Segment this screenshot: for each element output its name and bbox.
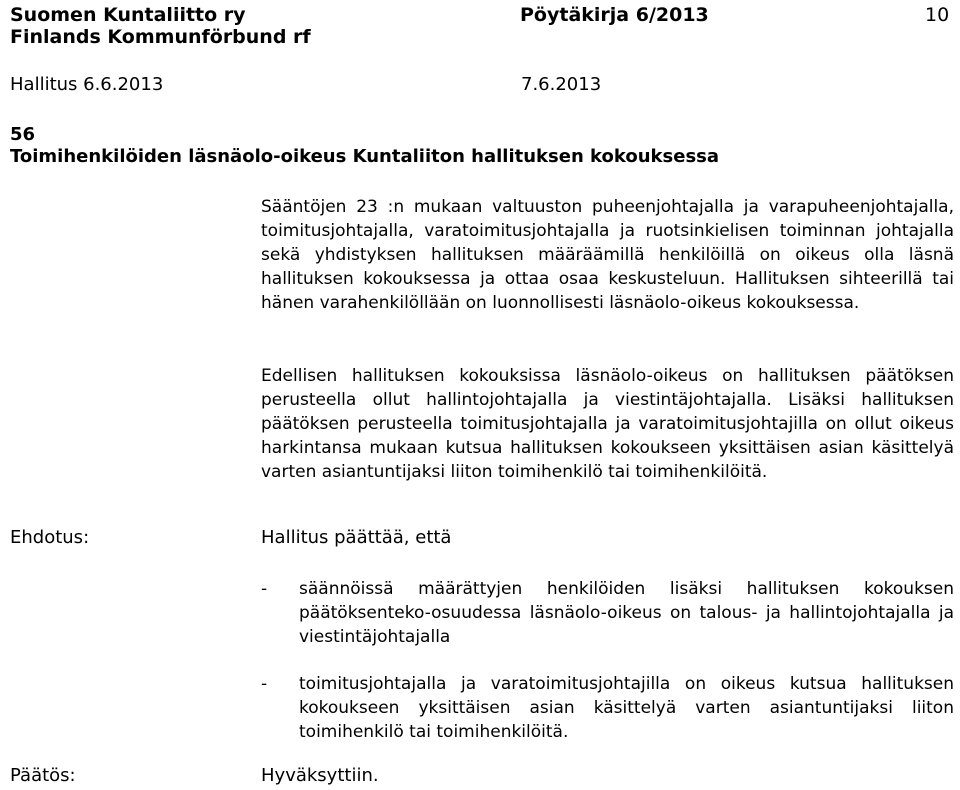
section-title: Toimihenkilöiden läsnäolo-oikeus Kuntaliiton hallituksen kokouksessa — [10, 146, 720, 167]
page-number: 10 — [925, 4, 950, 26]
document-header — [10, 0, 955, 50]
meeting-date: Hallitus 6.6.2013 — [10, 74, 164, 95]
protocol-number: Pöytäkirja 6/2013 — [520, 4, 709, 26]
section-number: 56 — [10, 124, 36, 145]
body-paragraph-1: Sääntöjen 23 :n mukaan valtuuston puheenjohtajalla ja varapuheenjohtajalla, toimitusjohtajalla, varatoimitusjohtajalla ja ruotsinkielisen toiminnan johtajalla sekä yhdistyksen hallituksen määräämillä henkilöillä on oikeus olla läsnä hallituksen kokouksessa ja ottaa osaa keskusteluun. Hallituksen sihteerillä tai hänen varahenkilöllään on luonnollisesti läsnäolo-oikeus kokouksessa. — [261, 197, 954, 313]
body-paragraph-2: Edellisen hallituksen kokouksissa läsnäolo-oikeus on hallituksen päätöksen perusteella ollut hallintojohtajalla ja viestintäjohtajalla. Lisäksi hallituksen päätöksen perusteella toimitusjohtajalla ja varatoimitusjohtajilla on ollut oikeus harkintansa mukaan kutsua hallituksen kokoukseen yksittäisen asian käsittelyä varten asiantuntijaksi liiton toimihenkilö tai toimihenkilöitä. — [261, 366, 954, 482]
signed-date: 7.6.2013 — [521, 74, 602, 95]
proposal-item — [261, 672, 954, 744]
proposal-item-text: säännöissä määrättyjen henkilöiden lisäksi hallituksen kokouksen päätöksenteko-osuudessa läsnäolo-oikeus on talous- ja hallintojohtajalla ja viestintäjohtajalla — [299, 579, 954, 647]
decision-text: Hyväksyttiin. — [261, 765, 379, 786]
list-dash: - — [261, 674, 268, 694]
organization-name-finnish: Suomen Kuntaliitto ry — [10, 4, 246, 26]
proposal-item — [261, 577, 954, 649]
list-dash: - — [261, 579, 268, 599]
proposal-intro: Hallitus päättää, että — [261, 527, 452, 548]
proposal-label: Ehdotus: — [10, 527, 90, 548]
decision-label: Päätös: — [10, 765, 76, 786]
proposal-item-text: toimitusjohtajalla ja varatoimitusjohtajilla on oikeus kutsua hallituksen kokoukseen yksittäisen asian käsittelyä varten asiantuntijaksi liiton toimihenkilö tai toimihenkilöitä. — [299, 674, 954, 742]
organization-name-swedish: Finlands Kommunförbund rf — [10, 26, 311, 48]
